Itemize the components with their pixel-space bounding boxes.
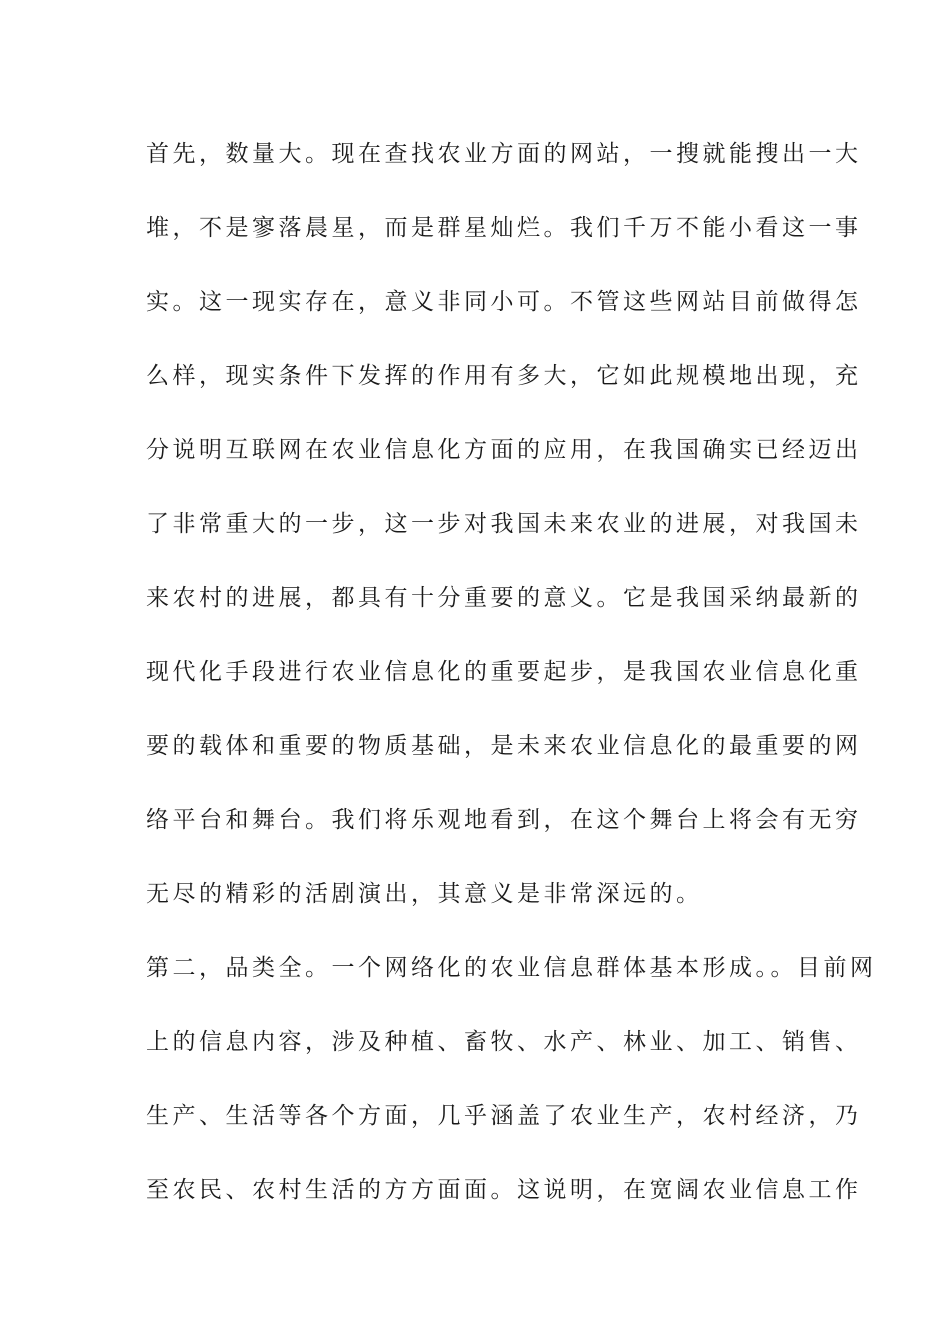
text-line: 首先，数量大。现在查找农业方面的网站，一搜就能搜出一大 [146,141,862,167]
text-line: 分说明互联网在农业信息化方面的应用，在我国确实已经迈出 [146,437,862,463]
text-line: 来农村的进展，都具有十分重要的意义。它是我国采纳最新的 [146,585,862,611]
text-line: 络平台和舞台。我们将乐观地看到，在这个舞台上将会有无穷 [146,807,862,833]
text-line: 至农民、农村生活的方方面面。这说明，在宽阔农业信息工作 [146,1177,862,1203]
text-line: 堆，不是寥落晨星，而是群星灿烂。我们千万不能小看这一事 [146,215,862,241]
text-line: 实。这一现实存在，意义非同小可。不管这些网站目前做得怎 [146,289,862,315]
text-line: 上的信息内容，涉及种植、畜牧、水产、林业、加工、销售、 [146,1029,862,1055]
text-line: 么样，现实条件下发挥的作用有多大，它如此规模地出现，充 [146,363,862,389]
text-line: 无尽的精彩的活剧演出，其意义是非常深远的。 [146,881,703,907]
text-line: 生产、生活等各个方面，几乎涵盖了农业生产，农村经济，乃 [146,1103,862,1129]
text-line: 要的载体和重要的物质基础，是未来农业信息化的最重要的网 [146,733,862,759]
text-line: 现代化手段进行农业信息化的重要起步，是我国农业信息化重 [146,659,862,685]
text-line: 第二，品类全。一个网络化的农业信息群体基本形成。。目前网 [146,955,877,981]
text-line: 了非常重大的一步，这一步对我国未来农业的进展，对我国未 [146,511,862,537]
